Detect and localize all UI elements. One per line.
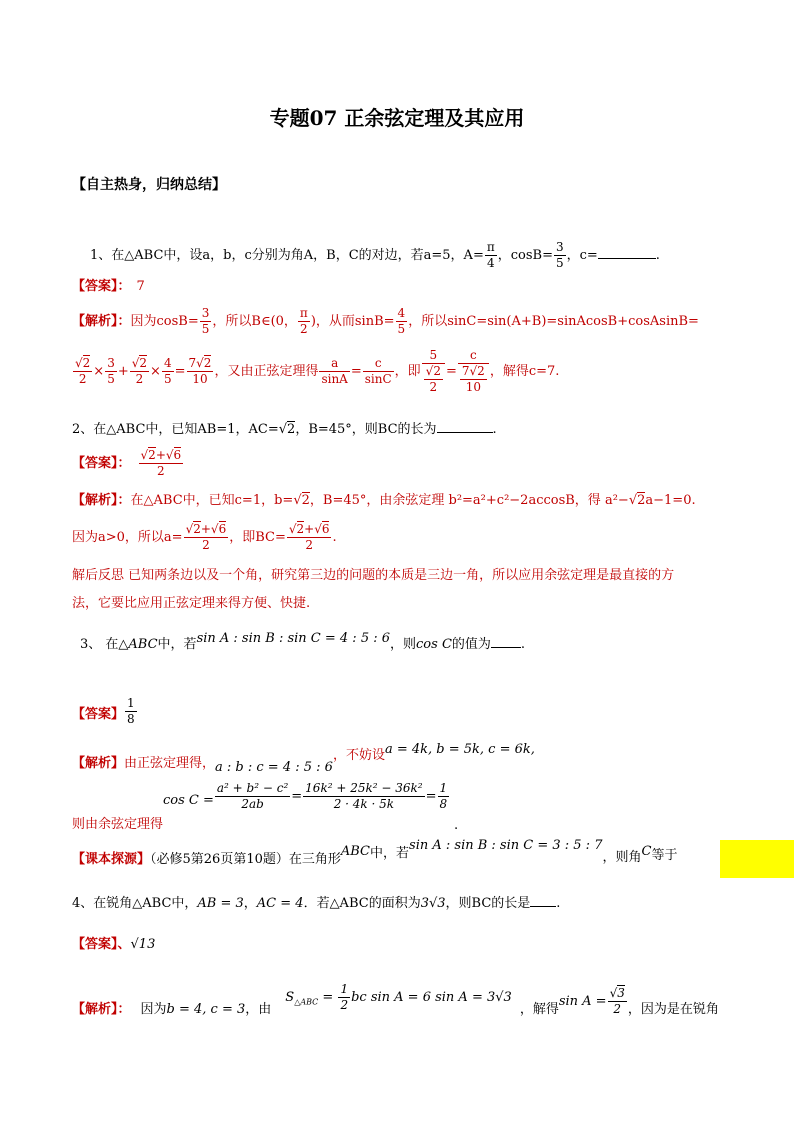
q4-stem-text: ．若△ABC的面积为 — [303, 896, 421, 911]
frac-sqrt2-over-2: $\frac{√2}{2}$ — [75, 356, 91, 386]
q3-triangle-name: ABC — [340, 844, 371, 859]
equals-symbol: = — [318, 990, 338, 1005]
frac-denominator: 5 — [397, 322, 406, 336]
q1-frac-pi-2 — [298, 306, 310, 337]
sqrt-radicand: 2 — [148, 448, 156, 462]
q2-reflection-line2: 法，它要比应用正弦定理来得方便、快捷. — [72, 596, 311, 611]
frac-denominator: 5 — [107, 372, 115, 386]
times-symbol: × — [150, 364, 161, 379]
q3-answer-frac — [125, 696, 137, 727]
q1-stem-text-a: 1、在△ABC中，设a，b，c分别为角A，B，C的对边，若a=5，A= — [90, 248, 484, 263]
q2-analysis-text: a−1=0. — [645, 493, 696, 508]
q3-textbook-text: ，则角 — [602, 850, 642, 865]
times-symbol: × — [93, 364, 105, 379]
frac-c-over-sinC — [363, 356, 394, 387]
q1-analysis-line2 — [72, 348, 559, 395]
frac-denominator: 2 — [78, 372, 87, 386]
answer-blank — [491, 647, 521, 648]
q4-stem-text: 4、在锐角△ABC中， — [72, 896, 198, 911]
frac-denominator: 5 — [201, 322, 210, 336]
q1-analysis-text: )，从而sinB= — [310, 314, 395, 329]
q3-answer-row — [72, 696, 138, 727]
frac-denominator: 5 — [163, 372, 172, 386]
equals-symbol: = — [291, 789, 303, 804]
q2-analysis-line1: 【解析】：在△ABC中，已知c=1，b=√2，B=45°，由余弦定理 b²=a²+c²−2accosB，得 a²−√2a−1=0. — [72, 493, 696, 508]
q1-frac-4-5 — [396, 306, 408, 337]
answer-label: 【答案】： — [72, 456, 131, 471]
q1-analysis-text: ，解得c=7. — [489, 364, 560, 379]
analysis-label: 【解析】 — [72, 756, 125, 771]
frac-numerator: 1 — [340, 982, 349, 996]
sqrt-radicand: 2 — [301, 493, 310, 508]
frac-5-over-sqrt2-2: $\frac{5}{\frac{√2}{2}}$ — [422, 348, 445, 395]
q2-answer-row — [72, 448, 184, 479]
frac-numerator: 4 — [163, 356, 172, 370]
coefficient: 7 — [461, 364, 470, 378]
equals-symbol: = — [425, 789, 437, 804]
frac-numerator: c — [458, 348, 489, 364]
sqrt-radicand: 2 — [287, 422, 296, 437]
q3-analysis-line2 — [72, 781, 450, 832]
q4-answer-value: √13 — [130, 937, 156, 952]
q4-stem-text: ， — [243, 896, 257, 911]
q3-stem-text: 的值为 — [451, 637, 491, 652]
equals-symbol: = — [174, 364, 186, 379]
equals-symbol: = — [350, 364, 362, 379]
frac-denominator: 2 · 4k · 5k — [333, 797, 395, 811]
section-heading: 【自主热身，归纳总结】 — [72, 177, 226, 193]
sqrt-radicand: 6 — [173, 448, 182, 462]
q3-frac-cos-formula — [215, 781, 290, 812]
frac-denominator: 2 — [157, 464, 165, 478]
answer-blank — [437, 432, 493, 433]
q1-frac-3-5b — [200, 306, 212, 337]
q2-answer-frac: $\frac{√2+√6}{2}$ — [140, 448, 182, 478]
sqrt-radicand: 6 — [321, 522, 330, 536]
analysis-label: 【解析】： — [72, 1002, 131, 1017]
q3-stem-text: 中，若 — [157, 637, 197, 652]
q3-substitution: a = 4k, b = 5k, c = 6k, — [384, 742, 535, 757]
q3-stem-text: ，则 — [390, 637, 417, 652]
frac-numerator: 3 — [555, 240, 564, 254]
q3-side-ratio: a : b : c = 4 : 5 : 6 — [215, 760, 333, 775]
frac-c-over-7sqrt2-10: $\frac{c}{\frac{7√2}{10}}$ — [458, 348, 489, 395]
q2-reflection-line1: 解后反思 已知两条边以及一个角，研究第三边的问题的本质是三边一角，所以应用余弦定理是最直接的方 — [72, 568, 675, 583]
q4-analysis-line — [72, 982, 719, 1017]
frac-4-5 — [162, 356, 174, 387]
q2-stem-text: ，B=45°，则BC的长为 — [295, 422, 437, 437]
q4-analysis-text: ，解得 — [519, 1002, 559, 1017]
q3-stem: 3、 在△ABC中，若sin A : sin B : sin C = 4 : 5 : 6，则cos C的值为 . — [80, 631, 526, 652]
q2-analysis-text: 在△ABC中，已知c=1，b= — [130, 493, 294, 508]
q2-stem-text: 2、在△ABC中，已知AB=1，AC= — [72, 422, 279, 437]
q2-analysis-text: ，B=45°，由余弦定理 b²=a²+c²−2accosB，得 a²− — [309, 493, 629, 508]
frac-denominator: 2 — [340, 998, 349, 1012]
q1-analysis-text: ，又由正弦定理得 — [214, 364, 319, 379]
frac-7sqrt2-over-10: $\frac{7√2}{10}$ — [188, 356, 212, 386]
q1-answer-row — [72, 279, 145, 295]
q4-sinA: sin A = — [558, 994, 607, 1009]
q3-textbook-ratio: sin A : sin B : sin C = 3 : 5 : 7 — [409, 838, 603, 853]
sqrt-radicand: 2 — [433, 364, 441, 378]
page-title: 专题07 正余弦定理及其应用 — [269, 106, 525, 130]
q3-sine-ratio: sin A : sin B : sin C = 4 : 5 : 6 — [196, 631, 391, 646]
frac-numerator: π — [299, 306, 308, 320]
q1-analysis-text: 因为cosB= — [130, 314, 199, 329]
answer-blank — [530, 906, 556, 907]
frac-a-over-sinA — [319, 356, 349, 387]
frac-sqrt2-plus-sqrt6-over-2: $\frac{√2+√6}{2}$ — [185, 522, 227, 552]
sqrt-radicand: 2 — [203, 356, 212, 370]
frac-denominator: sinA — [321, 372, 348, 386]
q2-analysis-text: 因为a>0，所以a= — [72, 530, 183, 545]
frac-numerator: a² + b² − c² — [216, 781, 289, 795]
frac-numerator: c — [363, 356, 394, 372]
answer-label: 【答案】 — [72, 707, 125, 722]
q3-textbook-text: 中，若 — [370, 846, 410, 861]
q1-stem: 1、在△ABC中，设a，b，c分别为角A，B，C的对边，若a=5，A= $\frac{\pi}{4}$ ，cosB= $\frac{3}{5}$ ，c= . — [90, 240, 660, 270]
frac-numerator: a — [319, 356, 349, 372]
frac-denominator: 10 — [465, 380, 481, 394]
sqrt-radicand: 2 — [139, 356, 148, 370]
q1-frac-pi-4 — [485, 240, 497, 271]
frac-denominator: 8 — [127, 712, 135, 726]
equals-symbol: = — [445, 364, 457, 379]
frac-denominator: 8 — [439, 797, 448, 811]
q4-bc-values: b = 4, c = 3 — [166, 1002, 246, 1017]
frac-numerator: 3 — [107, 356, 115, 370]
sqrt-radicand: 2 — [193, 522, 201, 536]
q3-analysis-text: ，不妨设 — [332, 748, 385, 763]
analysis-label: 【解析】： — [72, 314, 131, 329]
q1-frac-3-5 — [554, 240, 566, 271]
frac-numerator: 4 — [397, 306, 406, 320]
frac-numerator: 16k² + 25k² − 36k² — [305, 781, 423, 795]
frac-sqrt2-over-2: $\frac{√2}{2}$ — [131, 356, 148, 386]
sqrt-radicand: 2 — [82, 356, 91, 370]
frac-denominator: 2ab — [241, 797, 264, 811]
area-subscript: △ABC — [294, 997, 319, 1007]
q2-stem: 2、在△ABC中，已知AB=1，AC=√2，B=45°，则BC的长为 . — [72, 422, 497, 437]
q2-analysis-text: ，即BC= — [229, 530, 286, 545]
q3-frac-result — [438, 781, 450, 812]
sqrt-radicand: 6 — [218, 522, 227, 536]
q3-analysis-text: 则由余弦定理得 — [72, 817, 164, 832]
area-symbol: S — [285, 990, 295, 1005]
frac-one-half — [338, 982, 350, 1013]
area-formula-rest: bc sin A = 6 sin A = 3√3 — [351, 990, 512, 1005]
q3-trailing-dot: . — [454, 818, 459, 833]
q4-analysis-text: ，由 — [245, 1002, 272, 1017]
frac-numerator: 5 — [422, 348, 445, 364]
frac-denominator: 10 — [192, 372, 208, 386]
highlight-block — [720, 840, 794, 878]
q3-cos-lhs: cos C = — [163, 793, 214, 808]
q3-frac-k-formula — [303, 781, 424, 812]
q4-stem: 4、在锐角△ABC中，AB = 3，AC = 4．若△ABC的面积为3√3，则BC的长是 . — [72, 896, 561, 911]
frac-numerator: 3 — [201, 306, 210, 320]
analysis-label: 【解析】： — [72, 493, 131, 508]
frac-denominator: 2 — [429, 380, 438, 394]
frac-numerator: 1 — [439, 781, 448, 795]
q3-textbook-text: 等于 — [651, 848, 678, 863]
q4-area-formula — [285, 982, 512, 1012]
q3-analysis-text: 由正弦定理得， — [124, 756, 216, 771]
frac-numerator: 1 — [127, 696, 135, 710]
frac-3-5 — [105, 356, 117, 387]
frac-numerator: π — [486, 240, 495, 254]
answer-label: 【答案】： — [72, 279, 131, 294]
q1-stem-text-b: ，cosB= — [497, 248, 553, 263]
q3-textbook-text: （必修5第26页第10题）在三角形 — [150, 852, 341, 867]
q1-answer-value: 7 — [136, 279, 145, 294]
frac-sqrt3-over-2: $\frac{√3}{2}$ — [609, 986, 625, 1016]
q3-analysis-line1 — [72, 742, 535, 775]
q4-AC: AC = 4 — [256, 896, 304, 911]
frac-denominator: 2 — [135, 372, 144, 386]
q4-area: 3√3 — [420, 896, 446, 911]
answer-blank — [598, 258, 656, 259]
frac-denominator: 2 — [305, 538, 313, 552]
q1-analysis-text: ，所以sinC=sin(A+B)=sinAcosB+cosAsinB= — [408, 314, 699, 329]
q4-answer-row — [72, 937, 155, 953]
frac-denominator: 2 — [613, 1002, 622, 1016]
frac-sqrt2-plus-sqrt6-over-2: $\frac{√2+√6}{2}$ — [288, 522, 330, 552]
plus-symbol: + — [117, 364, 129, 379]
sqrt-radicand: 2 — [296, 522, 305, 536]
frac-denominator: sinC — [364, 372, 392, 386]
q4-analysis-text: ，因为是在锐角 — [627, 1002, 719, 1017]
sqrt-radicand: 2 — [637, 493, 646, 508]
q4-analysis-text: 因为 — [140, 1002, 167, 1017]
frac-denominator: 5 — [555, 256, 564, 270]
q3-stem-text: 3、 在△ — [80, 637, 129, 652]
q1-analysis-text: ，即 — [394, 364, 421, 379]
frac-denominator: 4 — [486, 256, 495, 270]
sqrt-radicand: 3 — [617, 986, 625, 1000]
q3-triangle-name: ABC — [128, 637, 158, 652]
coefficient: 7 — [188, 356, 197, 370]
q3-textbook-row — [72, 838, 678, 867]
textbook-label: 【课本探源】 — [72, 852, 151, 867]
frac-denominator: 2 — [300, 322, 308, 336]
q2-analysis-line2: 因为a>0，所以a= $\frac{√2+√6}{2}$ ，即BC= $\frac{√2+√6}{2}$ . — [72, 522, 337, 552]
frac-denominator: 2 — [202, 538, 210, 552]
q1-analysis-line1 — [72, 306, 699, 337]
sqrt-radicand: 2 — [477, 364, 485, 378]
q1-stem-text-c: ，c= — [566, 248, 598, 263]
q3-angle-C: C — [641, 844, 652, 859]
q1-analysis-text: ，所以B∈(0， — [212, 314, 297, 329]
answer-label: 【答案】、 — [72, 937, 131, 952]
q4-AB: AB = 3 — [197, 896, 244, 911]
q4-stem-text: ，则BC的长是 — [445, 896, 531, 911]
q3-cosC: cos C — [416, 637, 452, 652]
